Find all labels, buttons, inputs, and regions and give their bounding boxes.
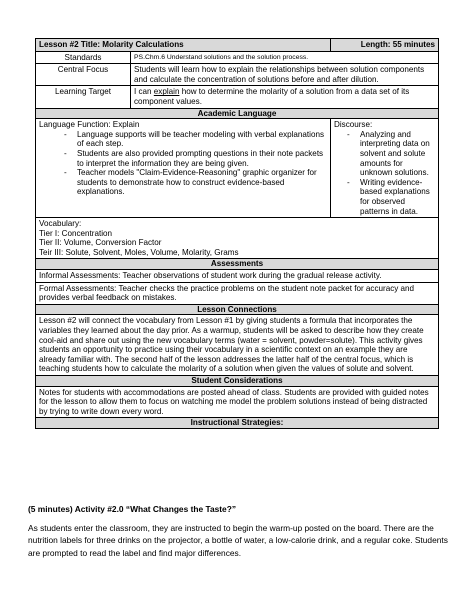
language-function-row xyxy=(36,119,439,218)
title-row xyxy=(36,39,439,52)
informal-assessment: Informal Assessments: Teacher observations of student work during the gradual release activity. xyxy=(36,270,439,283)
lesson-plan-table xyxy=(35,38,439,429)
lesson-length: Length: 55 minutes xyxy=(331,39,439,52)
activity-heading: (5 minutes) Activity #2.0 “What Changes the Taste?” xyxy=(28,504,237,514)
vocabulary-tier-2: Tier II: Volume, Conversion Factor xyxy=(39,238,162,248)
instructional-strategies-header: Instructional Strategies: xyxy=(36,418,439,429)
standards-row xyxy=(36,51,439,64)
activity-section xyxy=(28,503,448,559)
lesson-title: Lesson #2 Title: Molarity Calculations xyxy=(36,39,331,52)
discourse-list xyxy=(334,130,435,216)
discourse-cell xyxy=(331,119,439,218)
learning-target-label: Learning Target xyxy=(36,86,131,108)
lesson-plan xyxy=(35,38,438,429)
language-function-cell xyxy=(36,119,331,218)
vocabulary-cell xyxy=(36,218,439,259)
learning-target-row xyxy=(36,86,439,108)
lesson-connections-header: Lesson Connections xyxy=(36,304,439,315)
discourse-item: - Writing evidence-based explanations for observed patterns in data. xyxy=(360,178,435,216)
language-function-label: Language Function: Explain xyxy=(39,120,140,130)
central-focus-label: Central Focus xyxy=(36,64,131,86)
language-function-list xyxy=(39,130,327,197)
student-considerations-header: Student Considerations xyxy=(36,376,439,387)
academic-language-header: Academic Language xyxy=(36,108,439,119)
vocabulary-row xyxy=(36,218,439,259)
standards-text: PS.Chm.6 Understand solutions and the solution process. xyxy=(131,51,439,64)
discourse-item: - Analyzing and interpreting data on solvent and solute amounts for unknown solutions. xyxy=(360,130,435,178)
language-function-item: - Language supports will be teacher modeling with verbal explanations of each step. xyxy=(77,130,327,149)
learning-target-keyword: explain xyxy=(153,87,180,97)
vocabulary-tier-1: Tier I: Concentration xyxy=(39,228,113,238)
standards-label: Standards xyxy=(36,51,131,64)
formal-assessment: Formal Assessments: Teacher checks the practice problems on the student note packet for accuracy and provides verbal feedback on mistakes. xyxy=(36,282,439,304)
central-focus-row xyxy=(36,64,439,86)
central-focus-text: Students will learn how to explain the relationships between solution components and calculate the concentration of solutions before and after dilution. xyxy=(131,64,439,86)
learning-target-post: how to determine the molarity of a solution from a data set of its component values. xyxy=(134,87,410,106)
language-function-item: - Students are also provided prompting questions in their note packets to interpret the information they are being given. xyxy=(77,149,327,168)
assessments-header: Assessments xyxy=(36,259,439,270)
vocabulary-tier-3: Teir III: Solute, Solvent, Moles, Volume, Molarity, Grams xyxy=(39,247,239,257)
lesson-connections-text: Lesson #2 will connect the vocabulary from Lesson #1 by giving students a formula that incorporates the variables they learned about the day prior. As a warmup, students will be asked to describe how they create cool-aid and share out using the new vocabulary terms (water = solvent, powder=solute). This activity gives students an opportunity to practice using their vocabulary in a scientific context on an example they are already familiar with. The second half of the lesson addresses the latter half of the central focus, which is teaching students how to calculate the molarity of a solution when given the values of solute and solvent. xyxy=(36,315,439,376)
student-considerations-text: Notes for students with accommodations are posted ahead of class. Students are provided with guided notes for the lesson to allow them to focus on watching me model the problem solutions instead of being distracted by trying to write down every word. xyxy=(36,386,439,418)
vocabulary-label: Vocabulary: xyxy=(39,219,82,229)
learning-target-pre: I can xyxy=(134,87,154,97)
language-function-item: - Teacher models "Claim-Evidence-Reasoning" graphic organizer for students to demonstrate how to construct evidence-based explanations. xyxy=(77,168,327,197)
activity-text: As students enter the classroom, they are instructed to begin the warm-up posted on the board. There are the nutrition labels for three drinks on the projector, a bottle of water, a low-calorie drink, and a regular coke. Students are prompted to read the label and find major differences. xyxy=(28,522,448,558)
discourse-label: Discourse: xyxy=(334,120,373,130)
learning-target-text xyxy=(131,86,439,108)
